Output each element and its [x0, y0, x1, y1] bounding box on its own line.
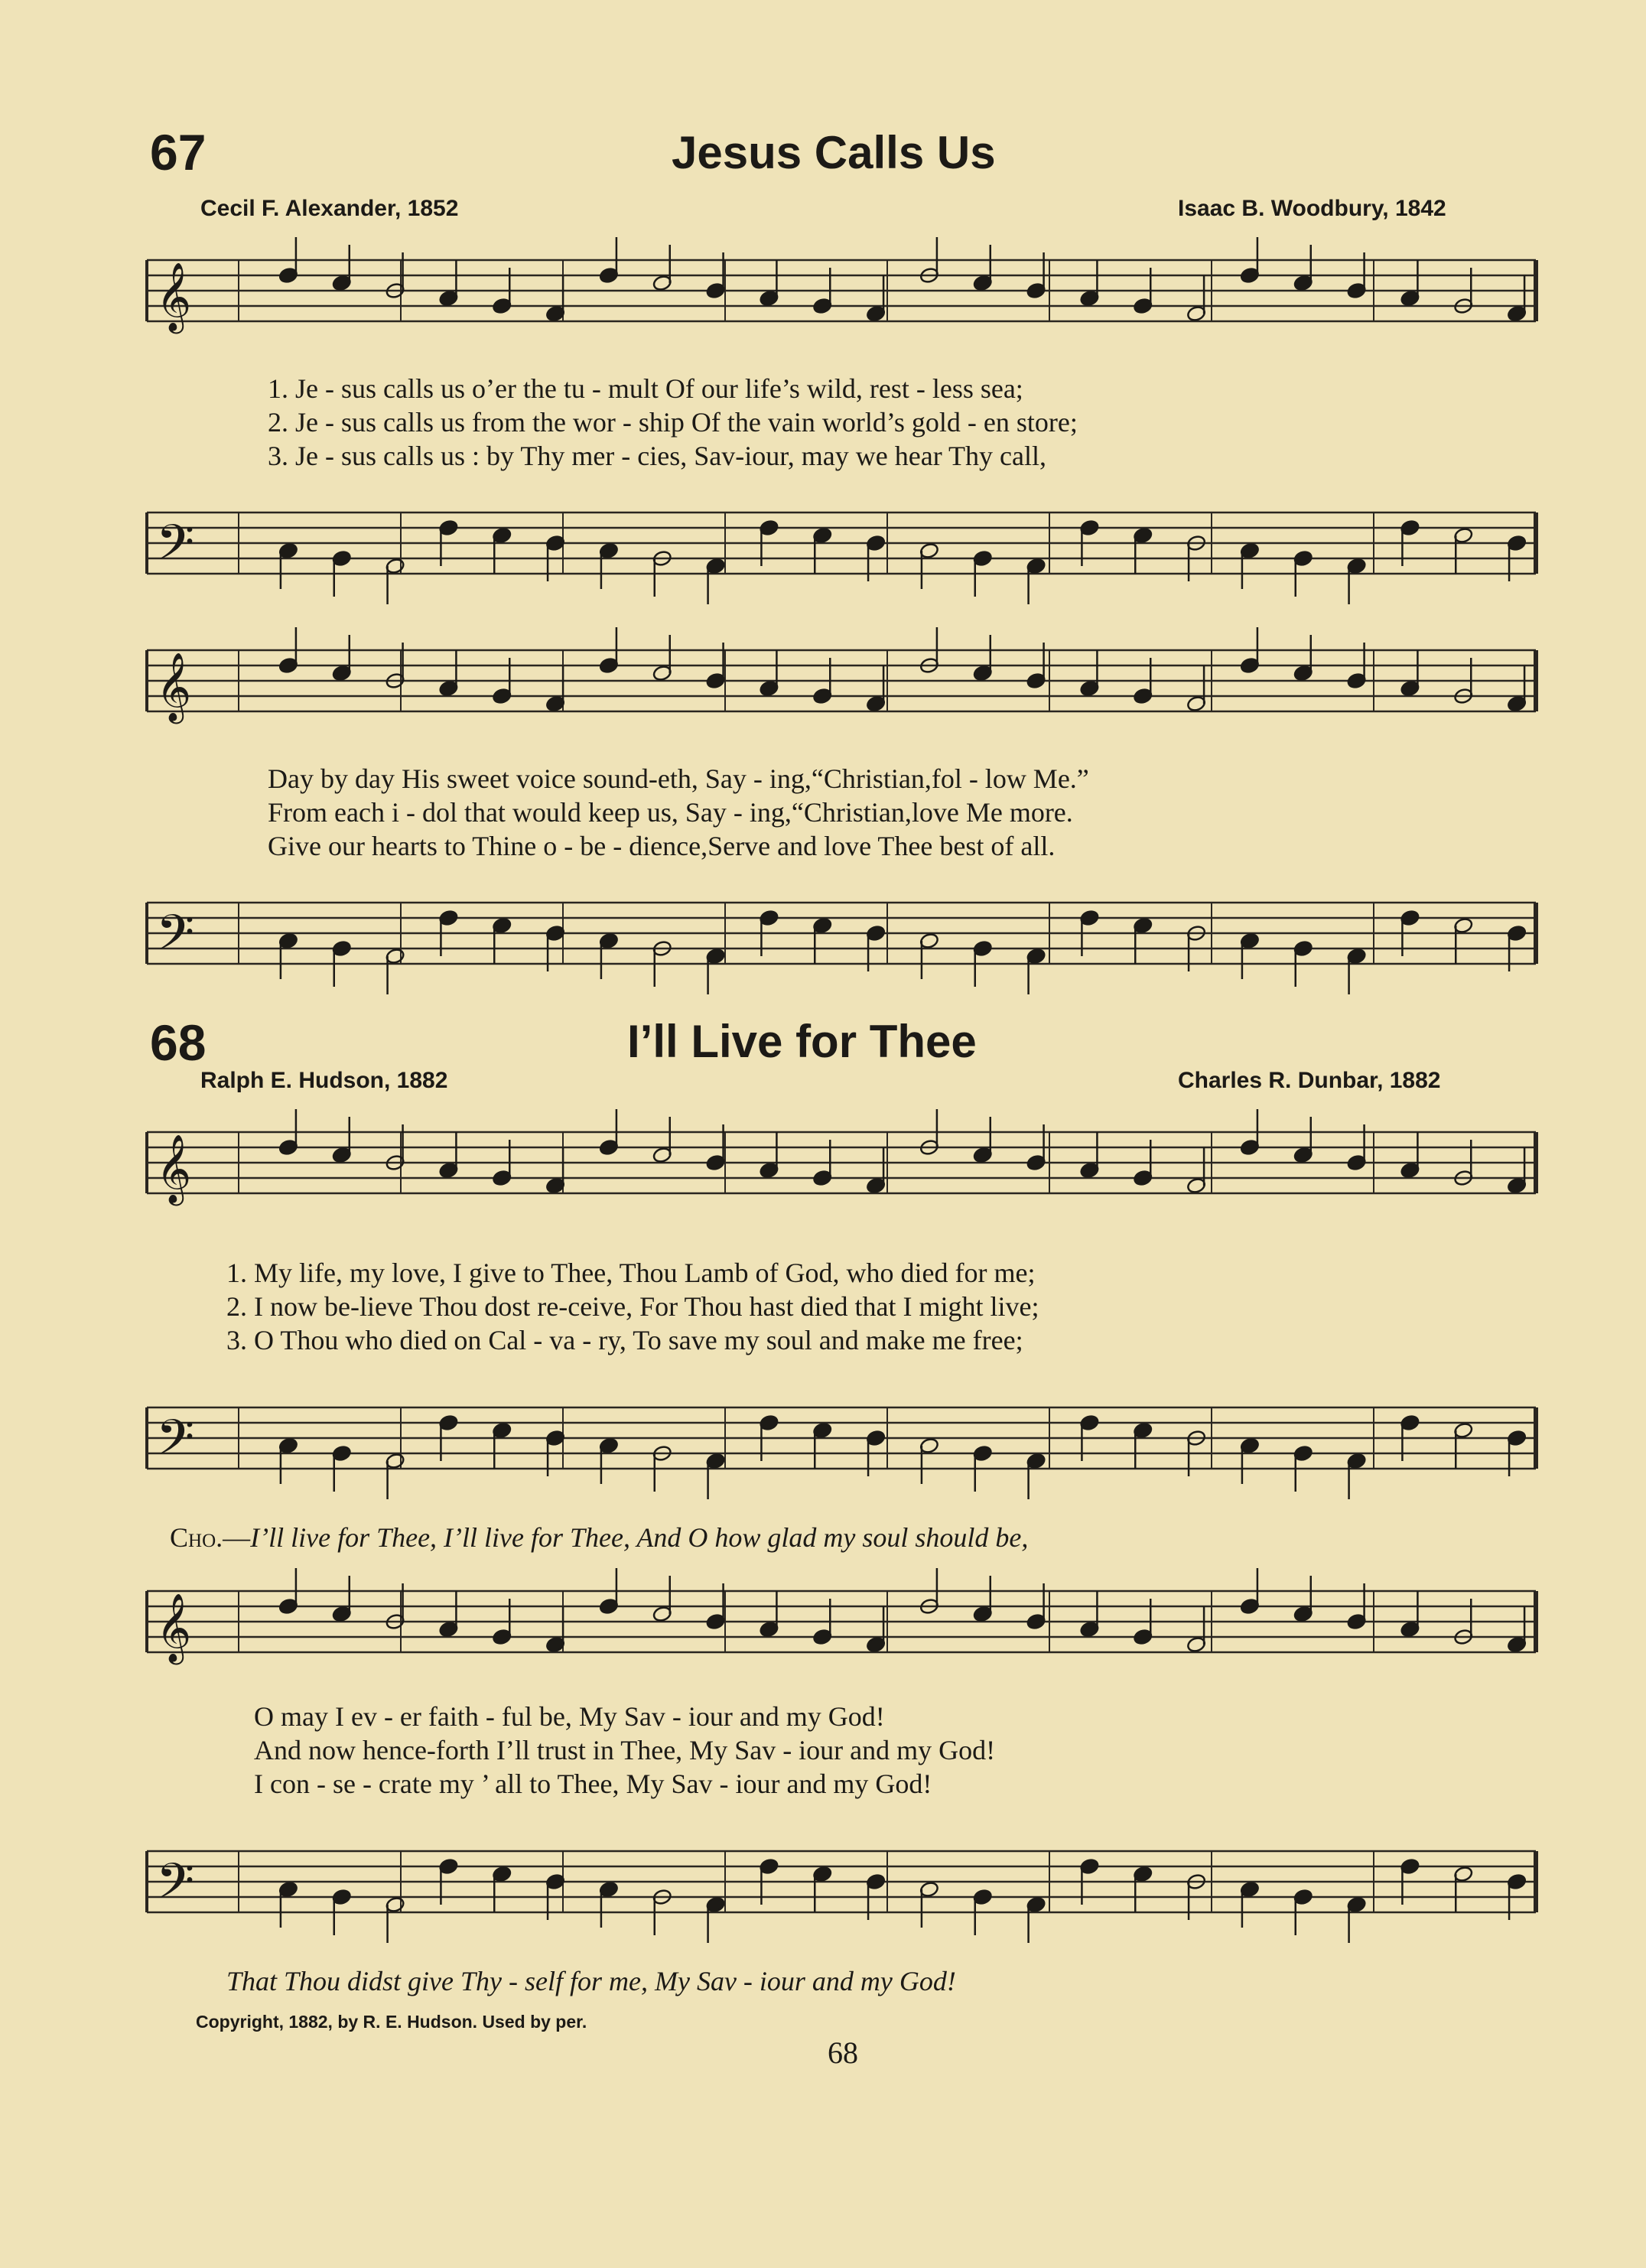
treble-staff: [0, 237, 1646, 360]
lyric-line: 3. O Thou who died on Cal - va - ry, To save my soul and make me free;: [226, 1325, 1023, 1355]
lyric-line: Day by day His sweet voice sound-eth, Say - ing,“Christian,fol - low Me.”: [268, 763, 1089, 794]
treble-clef-icon: 𝄞: [156, 262, 192, 331]
bass-clef-icon: 𝄢: [156, 1853, 195, 1922]
bass-staff: [0, 1385, 1646, 1507]
lyric-line: I con - se - crate my ’ all to Thee, My Sav - iour and my God!: [254, 1769, 932, 1799]
lyrics-verses: [268, 762, 1089, 863]
page-number: 68: [828, 2035, 858, 2070]
music-credit: Isaac B. Woodbury, 1842: [1178, 196, 1446, 221]
lyric-line: 2. Je - sus calls us from the wor - ship Of the vain world’s gold - en store;: [268, 407, 1078, 438]
lyric-line: O may I ev - er faith - ful be, My Sav - iour and my God!: [254, 1701, 885, 1732]
lyric-line: And now hence-forth I’ll trust in Thee, My Sav - iour and my God!: [254, 1735, 996, 1765]
lyrics-verses: [226, 1256, 1039, 1357]
lyric-line: 1. Je - sus calls us o’er the tu - mult Of our life’s wild, rest - less sea;: [268, 373, 1023, 404]
chorus-label: Cho.—: [170, 1522, 251, 1553]
chorus-text: I’ll live for Thee, I’ll live for Thee, And O how glad my soul should be,: [250, 1522, 1029, 1553]
lyric-line: 2. I now be-lieve Thou dost re-ceive, For Thou hast died that I might live;: [226, 1291, 1039, 1322]
hymn-number: 68: [150, 1014, 207, 1071]
treble-clef-icon: 𝄞: [156, 1134, 192, 1203]
words-credit: Ralph E. Hudson, 1882: [200, 1068, 448, 1093]
treble-staff: [0, 627, 1646, 750]
bass-clef-icon: 𝄢: [156, 515, 195, 584]
hymn-number: 67: [150, 124, 207, 181]
lyrics-refrain: [254, 1700, 995, 1801]
treble-clef-icon: 𝄞: [156, 1593, 192, 1662]
bass-staff: [0, 490, 1646, 612]
hymn-title: Jesus Calls Us: [672, 127, 996, 178]
lyric-line: Give our hearts to Thine o - be - dience,Serve and love Thee best of all.: [268, 831, 1056, 861]
music-credit: Charles R. Dunbar, 1882: [1178, 1068, 1441, 1093]
bass-clef-icon: 𝄢: [156, 905, 195, 974]
bass-clef-icon: 𝄢: [156, 1410, 195, 1479]
lyric-line: 3. Je - sus calls us : by Thy mer - cies, Sav-iour, may we hear Thy call,: [268, 441, 1046, 471]
copyright-notice: Copyright, 1882, by R. E. Hudson. Used by per.: [196, 2012, 587, 2032]
treble-staff: [0, 1109, 1646, 1232]
bass-staff: [0, 880, 1646, 1002]
treble-staff: [0, 1568, 1646, 1690]
treble-clef-icon: 𝄞: [156, 652, 192, 721]
chorus-line: [170, 1521, 1028, 1554]
lyric-line: From each i - dol that would keep us, Say - ing,“Christian,love Me more.: [268, 797, 1073, 828]
bass-staff: [0, 1828, 1646, 1951]
lyrics-verses: [268, 372, 1078, 473]
words-credit: Cecil F. Alexander, 1852: [200, 196, 459, 221]
lyric-line: 1. My life, my love, I give to Thee, Thou Lamb of God, who died for me;: [226, 1258, 1036, 1288]
hymn-title: I’ll Live for Thee: [627, 1016, 977, 1067]
bass-lyric-line: That Thou didst give Thy - self for me, My Sav - iour and my God!: [226, 1966, 956, 1996]
